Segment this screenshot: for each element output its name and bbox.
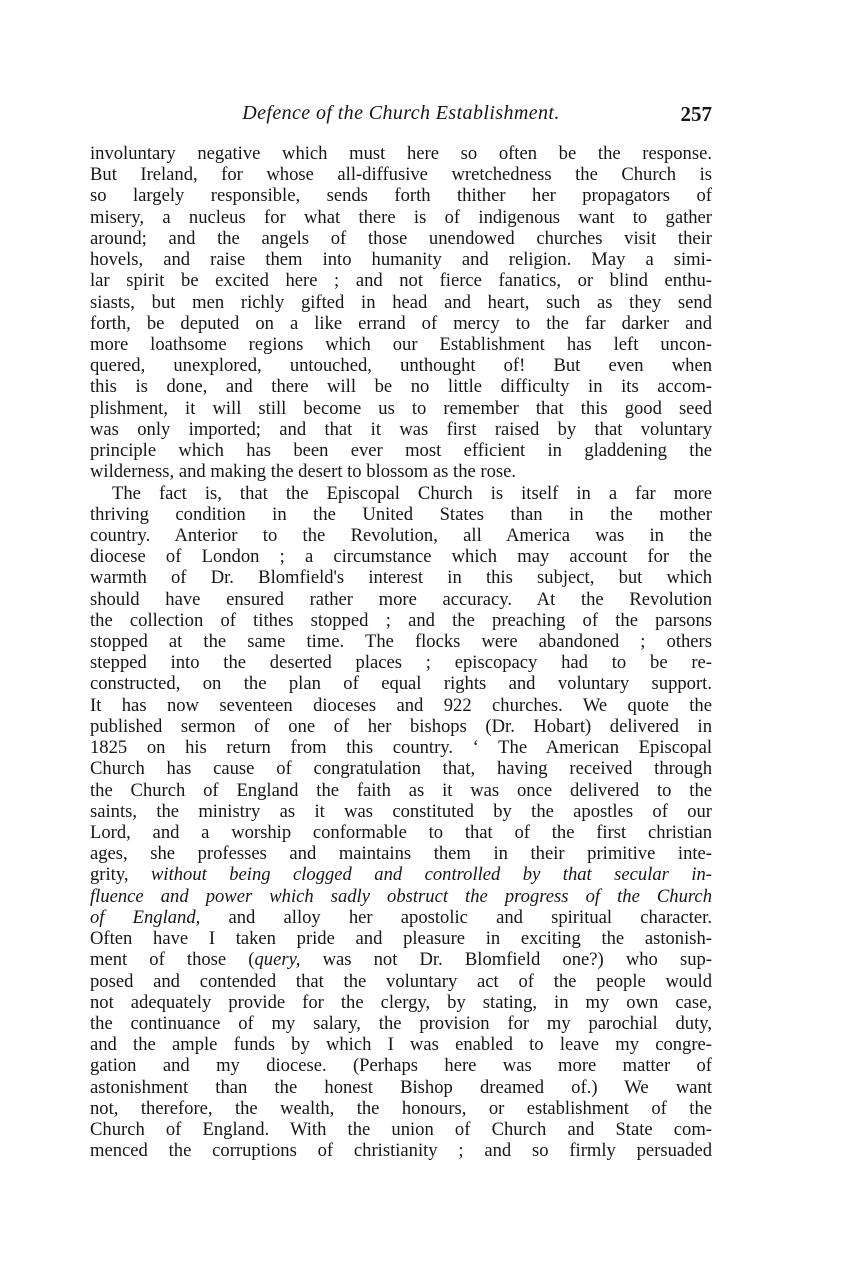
- text-line: the Church of England the faith as it was once delivered to the: [90, 779, 712, 801]
- text-line: this is done, and there will be no little difficulty in its accom-: [90, 376, 712, 398]
- running-title: Defence of the Church Establishment.: [242, 102, 560, 124]
- text-run: ment of those (: [90, 949, 255, 971]
- text-line: [90, 886, 712, 907]
- text-line: constructed, on the plan of equal rights and voluntary support.: [90, 673, 712, 695]
- text-line: [90, 949, 712, 970]
- text-line: not, therefore, the wealth, the honours, or establishment of the: [90, 1097, 712, 1119]
- text-line: misery, a nucleus for what there is of indigenous want to gather: [90, 206, 712, 228]
- text-line: diocese of London ; a circumstance which may account for the: [90, 546, 712, 568]
- text-line: astonishment than the honest Bishop dreamed of.) We want: [90, 1076, 712, 1098]
- text-line: gation and my diocese. (Perhaps here was more matter of: [90, 1055, 712, 1077]
- text-line: plishment, it will still become us to remember that this good seed: [90, 397, 712, 419]
- text-line: involuntary negative which must here so often be the response.: [90, 143, 712, 164]
- text-line: menced the corruptions of christianity ; and so firmly persuaded: [90, 1140, 712, 1162]
- text-line: quered, unexplored, untouched, unthought of! But even when: [90, 355, 712, 377]
- text-run: grity,: [90, 864, 151, 886]
- text-line: It has now seventeen dioceses and 922 churches. We quote the: [90, 694, 712, 716]
- text-line: lar spirit be excited here ; and not fierce fanatics, or blind enthu-: [90, 270, 712, 292]
- text-line: and the ample funds by which I was enabled to leave my congre-: [90, 1034, 712, 1056]
- text-line: warmth of Dr. Blomfield's interest in this subject, but which: [90, 567, 712, 589]
- italic-text-run: query,: [254, 949, 301, 971]
- text-line: hovels, and raise them into humanity and religion. May a simi-: [90, 249, 712, 271]
- text-line: forth, be deputed on a like errand of mercy to the far darker and: [90, 312, 712, 334]
- text-line: around; and the angels of those unendowed churches visit their: [90, 227, 712, 249]
- text-line: stopped at the same time. The flocks were abandoned ; others: [90, 631, 712, 653]
- italic-text-run: of England,: [90, 906, 201, 928]
- text-line: Often have I taken pride and pleasure in exciting the astonish-: [90, 928, 712, 950]
- text-line: posed and contended that the voluntary act of the people would: [90, 970, 712, 992]
- text-line: the collection of tithes stopped ; and the preaching of the parsons: [90, 609, 712, 631]
- text-line: so largely responsible, sends forth thither her propagators of: [90, 185, 712, 207]
- text-line: 1825 on his return from this country. ‘ The American Episcopal: [90, 737, 712, 759]
- text-line: the continuance of my salary, the provision for my parochial duty,: [90, 1012, 712, 1034]
- text-line: Church of England. With the union of Church and State com-: [90, 1119, 712, 1141]
- text-line: Lord, and a worship conformable to that of the first christian: [90, 822, 712, 843]
- body-text: [90, 143, 712, 1162]
- text-line: Church has cause of congratulation that, having received through: [90, 758, 712, 780]
- text-line: was only imported; and that it was first raised by that voluntary: [90, 418, 712, 440]
- italic-text-run: without being clogged and controlled by that secular in-: [151, 864, 712, 886]
- text-line: should have ensured rather more accuracy. At the Revolution: [90, 588, 712, 610]
- running-head: [90, 102, 712, 136]
- page-number: 257: [680, 102, 712, 126]
- text-line: country. Anterior to the Revolution, all America was in the: [90, 524, 712, 546]
- text-line: [90, 907, 712, 928]
- text-line: saints, the ministry as it was constituted by the apostles of our: [90, 800, 712, 822]
- text-line: ages, she professes and maintains them in their primitive inte-: [90, 843, 712, 865]
- text-line: principle which has been ever most efficient in gladdening the: [90, 440, 712, 462]
- text-line: not adequately provide for the clergy, by stating, in my own case,: [90, 991, 712, 1013]
- text-run: and alloy her apostolic and spiritual character.: [200, 906, 712, 928]
- text-line: siasts, but men richly gifted in head and heart, such as they send: [90, 291, 712, 313]
- text-run: was not Dr. Blomfield one?) who sup-: [300, 949, 712, 971]
- text-line: But Ireland, for whose all-diffusive wretchedness the Church is: [90, 164, 712, 186]
- text-line: stepped into the deserted places ; episcopacy had to be re-: [90, 652, 712, 674]
- text-line: more loathsome regions which our Establishment has left uncon-: [90, 333, 712, 355]
- text-line: thriving condition in the United States than in the mother: [90, 503, 712, 525]
- text-line: wilderness, and making the desert to blossom as the rose.: [90, 461, 517, 483]
- text-line: The fact is, that the Episcopal Church is itself in a far more: [112, 482, 712, 504]
- text-line: published sermon of one of her bishops (Dr. Hobart) delivered in: [90, 715, 712, 737]
- text-line: [90, 864, 712, 885]
- italic-text-run: fluence and power which sadly obstruct the progress of the Church: [90, 885, 712, 907]
